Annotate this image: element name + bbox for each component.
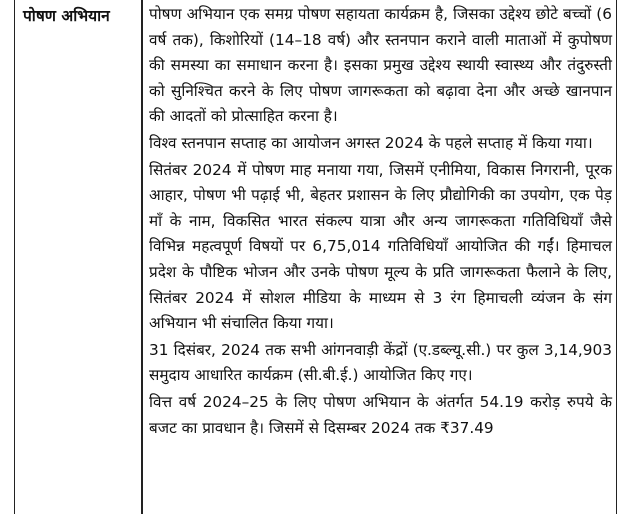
scheme-name-cell: पोषण अभियान — [23, 7, 110, 25]
column-divider — [141, 0, 143, 514]
description-paragraph-poshan-maah: सितंबर 2024 में पोषण माह मनाया गया, जिसमें एनीमिया, विकास निगरानी, पूरक आहार, पोषण भी पढ़ाई भी, बेहतर प्रशासन के लिए प्रौद्योगिकी का उपयोग, एक पेड़ माँ के नाम, विकसित भारत संकल्प यात्रा और अन्य जागरूकता गतिविधियाँ जैसे विभिन्न महत्वपूर्ण विषयों पर 6,75,014 गतिविधियाँ आयोजित की गईं। हिमाचल प्रदेश के पौष्टिक भोजन और उनके पोषण मूल्य के प्रति जागरूकता फैलाने के लिए, सितंबर 2024 में सोशल मीडिया के माध्यम से 3 रंग हिमाचली व्यंजन के संग अभियान भी संचालित किया गया। — [149, 160, 612, 333]
description-paragraph-community-events: 31 दिसंबर, 2024 तक सभी आंगनवाड़ी केंद्रों (ए.डब्ल्यू.सी.) पर कुल 3,14,903 समुदाय आधारित कार्यक्रम (सी.बी.ई.) आयोजित किए गए। — [149, 340, 612, 385]
description-paragraph-breastfeeding-week: विश्व स्तनपान सप्ताह का आयोजन अगस्त 2024 के पहले सप्ताह में किया गया। — [149, 133, 593, 152]
description-paragraph-budget: वित्त वर्ष 2024–25 के लिए पोषण अभियान के अंतर्गत 54.19 करोड़ रुपये के बजट का प्रावधान है। जिसमें से दिसम्बर 2024 तक ₹37.49 — [149, 392, 612, 437]
scheme-description-cell — [149, 2, 612, 442]
description-paragraph-overview: पोषण अभियान एक समग्र पोषण सहायता कार्यक्रम है, जिसका उद्देश्य छोटे बच्चों (6 वर्ष तक), किशोरियों (14–18 वर्ष) और स्तनपान कराने वाली माताओं में कुपोषण की समस्या का समाधान करना है। इसका प्रमुख उद्देश्य स्थायी स्वास्थ्य और तंदुरुस्ती को सुनिश्चित करने के लिए पोषण जागरूकता को बढ़ावा देना और अच्छे खानपान की आदतों को प्रोत्साहित करना है। — [149, 5, 612, 126]
scheme-table — [14, 0, 617, 514]
